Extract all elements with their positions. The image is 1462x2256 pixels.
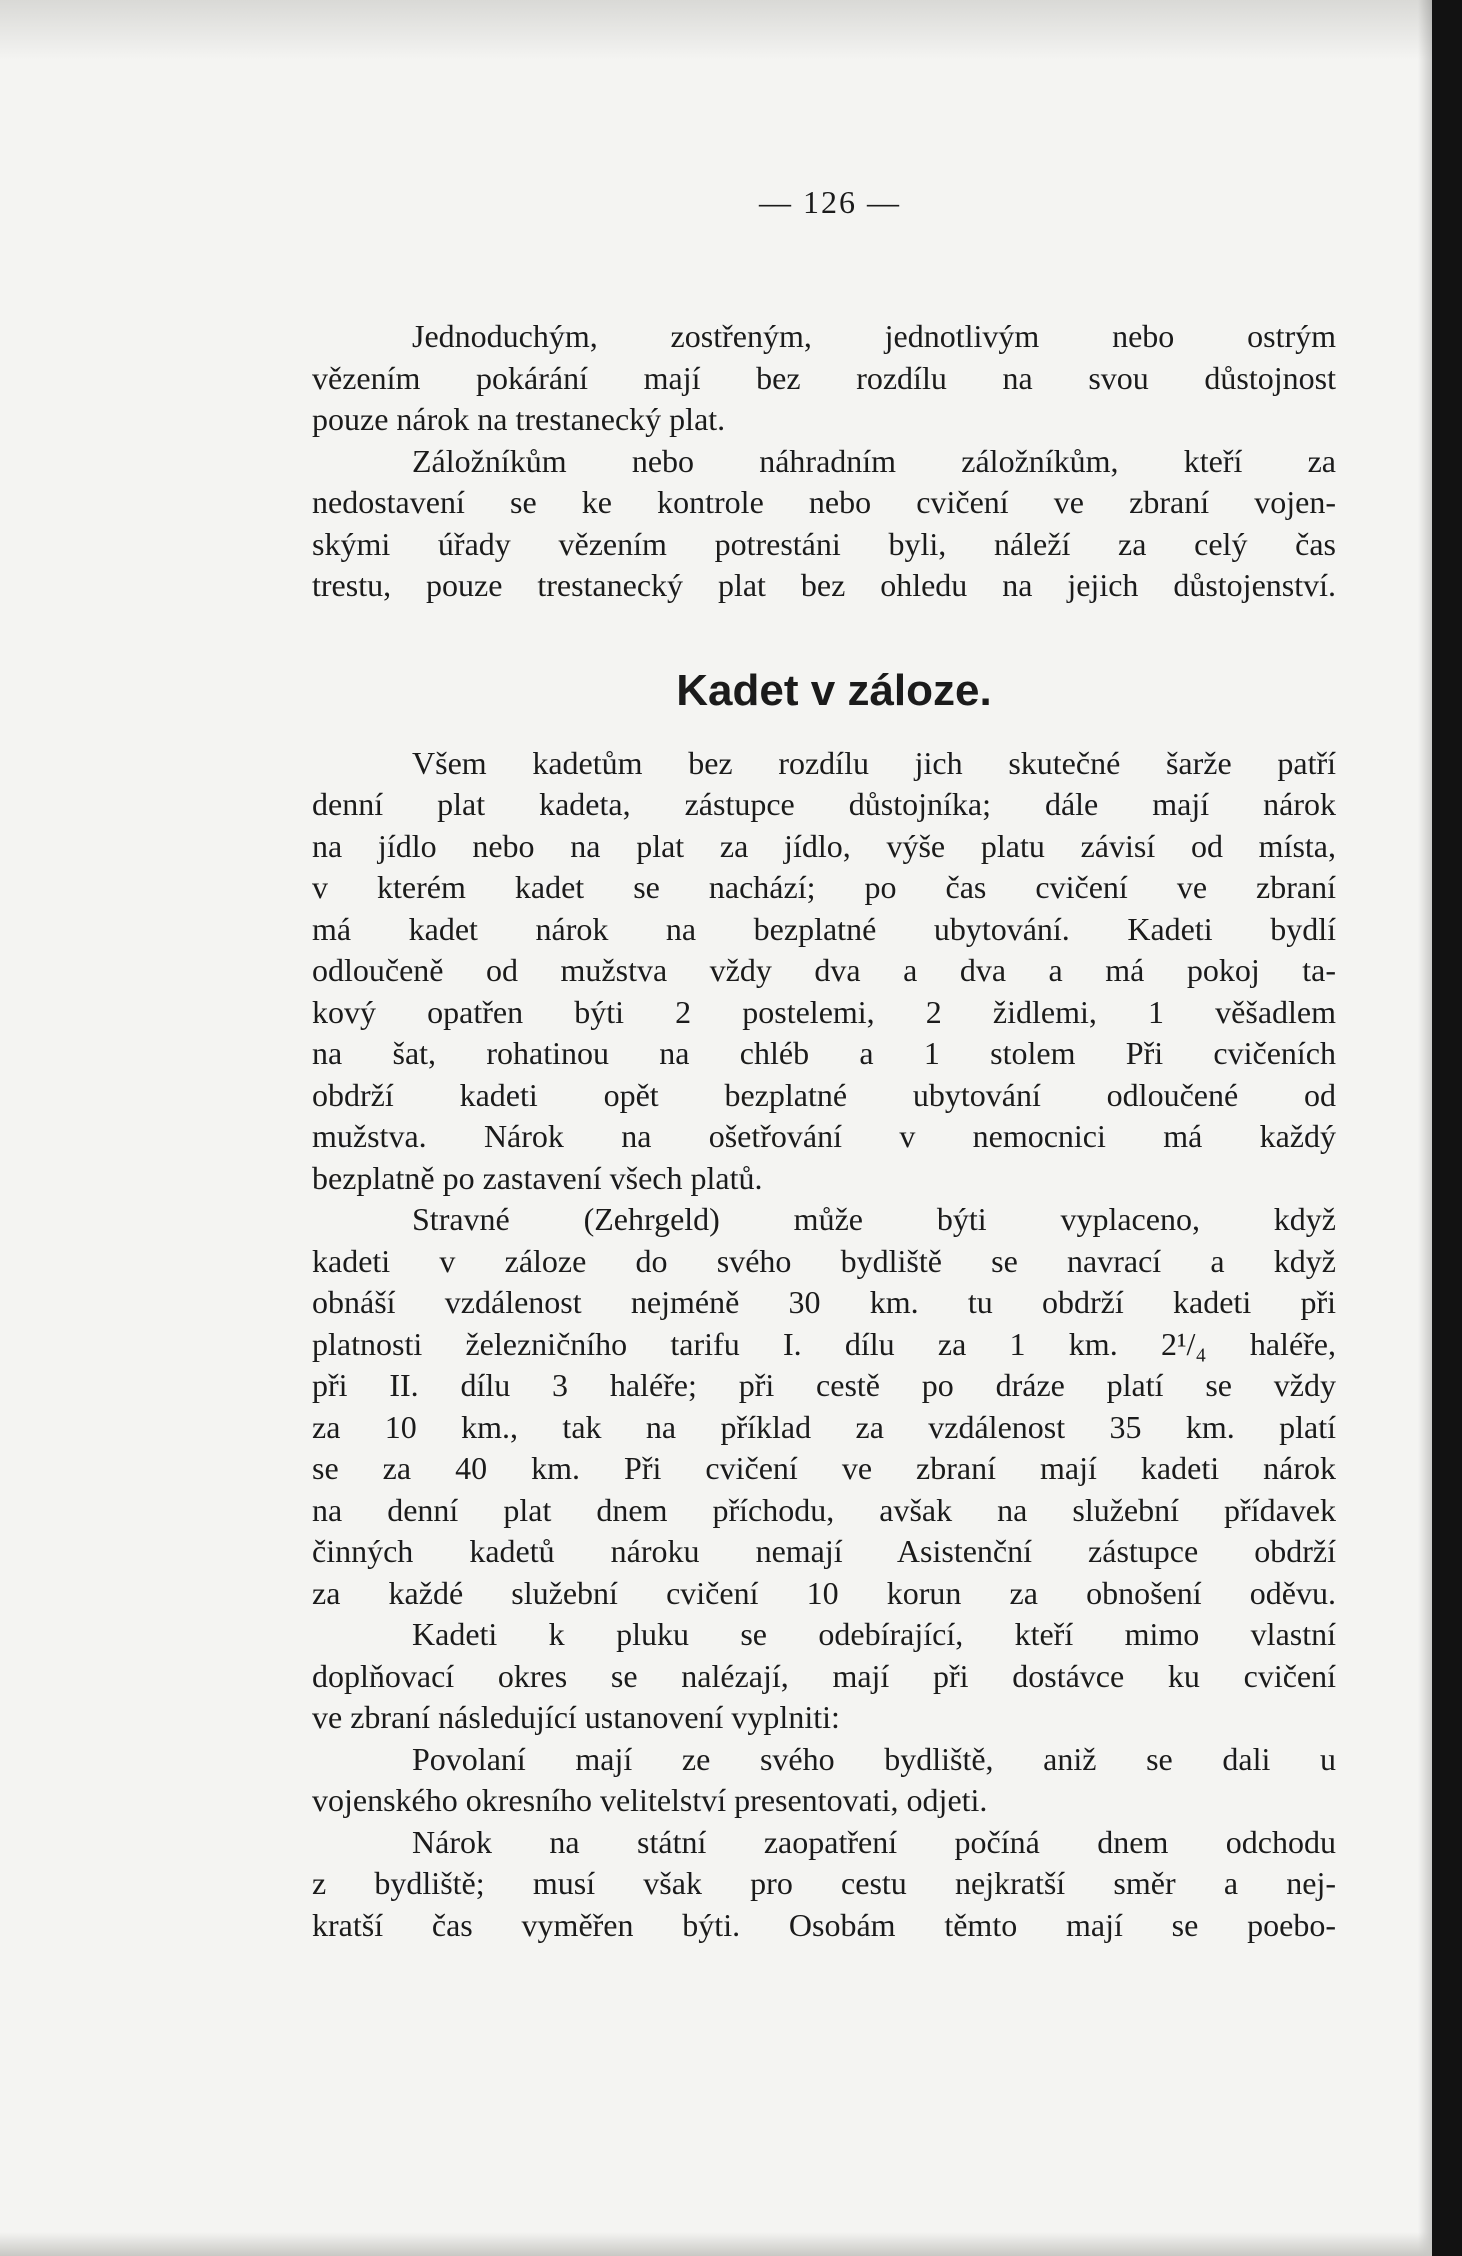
text-line: denní plat kadeta, zástupce důstojníka; dále mají nárok bbox=[312, 786, 1336, 822]
page-text bbox=[312, 316, 1336, 1946]
text-line: pouze nárok na trestanecký plat. bbox=[312, 401, 726, 437]
text-line: Všem kadetům bez rozdílu jich skutečné šarže patří bbox=[412, 744, 1336, 781]
text-line: Povolaní mají ze svého bydliště, aniž se dali u bbox=[412, 1740, 1336, 1777]
section-heading: Kadet v záloze. bbox=[676, 665, 992, 715]
text-line: z bydliště; musí však pro cestu nejkratší směr a nej- bbox=[312, 1865, 1336, 1901]
text-line: odloučeně od mužstva vždy dva a dva a má pokoj ta- bbox=[312, 952, 1336, 988]
text-line: na denní plat dnem příchodu, avšak na služební přídavek bbox=[312, 1491, 1336, 1528]
text-line: za 10 km., tak na příklad za vzdálenost 35 km. platí bbox=[312, 1408, 1336, 1445]
text-line: činných kadetů nároku nemají Asistenční zástupce obdrží bbox=[312, 1533, 1336, 1569]
text-line: obdrží kadeti opět bezplatné ubytování odloučené od bbox=[312, 1076, 1336, 1113]
binding-shadow bbox=[1418, 0, 1432, 2256]
text-line: vojenského okresního velitelství presentovati, odjeti. bbox=[312, 1782, 988, 1818]
text-line: v kterém kadet se nachází; po čas cvičení ve zbraní bbox=[312, 869, 1336, 905]
text-line: ve zbraní následující ustanovení vyplniti: bbox=[312, 1699, 840, 1735]
page-number: — 126 — bbox=[759, 184, 901, 220]
text-line: Záložníkům nebo náhradním záložníkům, kteří za bbox=[412, 442, 1336, 479]
text-line: nedostavení se ke kontrole nebo cvičení ve zbraní vojen- bbox=[312, 484, 1336, 520]
page-bottom-shading bbox=[0, 2232, 1432, 2256]
text-line: při II. dílu 3 haléře; při cestě po dráze platí se vždy bbox=[312, 1367, 1336, 1403]
text-line: má kadet nárok na bezplatné ubytování. Kadeti bydlí bbox=[312, 910, 1336, 947]
text-line: Kadeti k pluku se odebírající, kteří mimo vlastní bbox=[412, 1616, 1336, 1652]
scan-border-right bbox=[1432, 0, 1462, 2256]
text-line: vězením pokárání mají bez rozdílu na svou důstojnost bbox=[312, 359, 1336, 396]
text-line: platnosti železničního tarifu I. dílu za 1 km. 2¹/₄ haléře, bbox=[312, 1325, 1336, 1362]
text-line: na šat, rohatinou na chléb a 1 stolem Při cvičeních bbox=[312, 1035, 1336, 1071]
text-line: se za 40 km. Při cvičení ve zbraní mají kadeti nárok bbox=[312, 1450, 1336, 1486]
text-line: obnáší vzdálenost nejméně 30 km. tu obdrží kadeti při bbox=[312, 1284, 1336, 1320]
text-line: doplňovací okres se nalézají, mají při dostávce ku cvičení bbox=[312, 1657, 1336, 1694]
text-line: mužstva. Nárok na ošetřování v nemocnici má každý bbox=[312, 1118, 1336, 1154]
text-line: kadeti v záloze do svého bydliště se navrací a když bbox=[312, 1242, 1336, 1279]
text-line: na jídlo nebo na plat za jídlo, výše platu závisí od místa, bbox=[312, 827, 1336, 864]
text-line: Jednoduchým, zostřeným, jednotlivým nebo ostrým bbox=[412, 318, 1336, 354]
text-line: bezplatně po zastavení všech platů. bbox=[312, 1159, 763, 1196]
page-top-shading bbox=[0, 0, 1462, 60]
text-line: kový opatřen býti 2 postelemi, 2 židlemi, 1 věšadlem bbox=[312, 993, 1336, 1030]
text-line: za každé služební cvičení 10 korun za obnošení oděvu. bbox=[312, 1574, 1336, 1611]
text-line: skými úřady vězením potrestáni byli, náleží za celý čas bbox=[312, 525, 1336, 562]
text-line: trestu, pouze trestanecký plat bez ohledu na jejich důstojenství. bbox=[312, 567, 1336, 603]
text-line: Nárok na státní zaopatření počíná dnem odchodu bbox=[412, 1823, 1336, 1860]
text-line: kratší čas vyměřen býti. Osobám těmto mají se poebo- bbox=[312, 1906, 1336, 1943]
text-line: Stravné (Zehrgeld) může býti vyplaceno, když bbox=[412, 1201, 1336, 1237]
